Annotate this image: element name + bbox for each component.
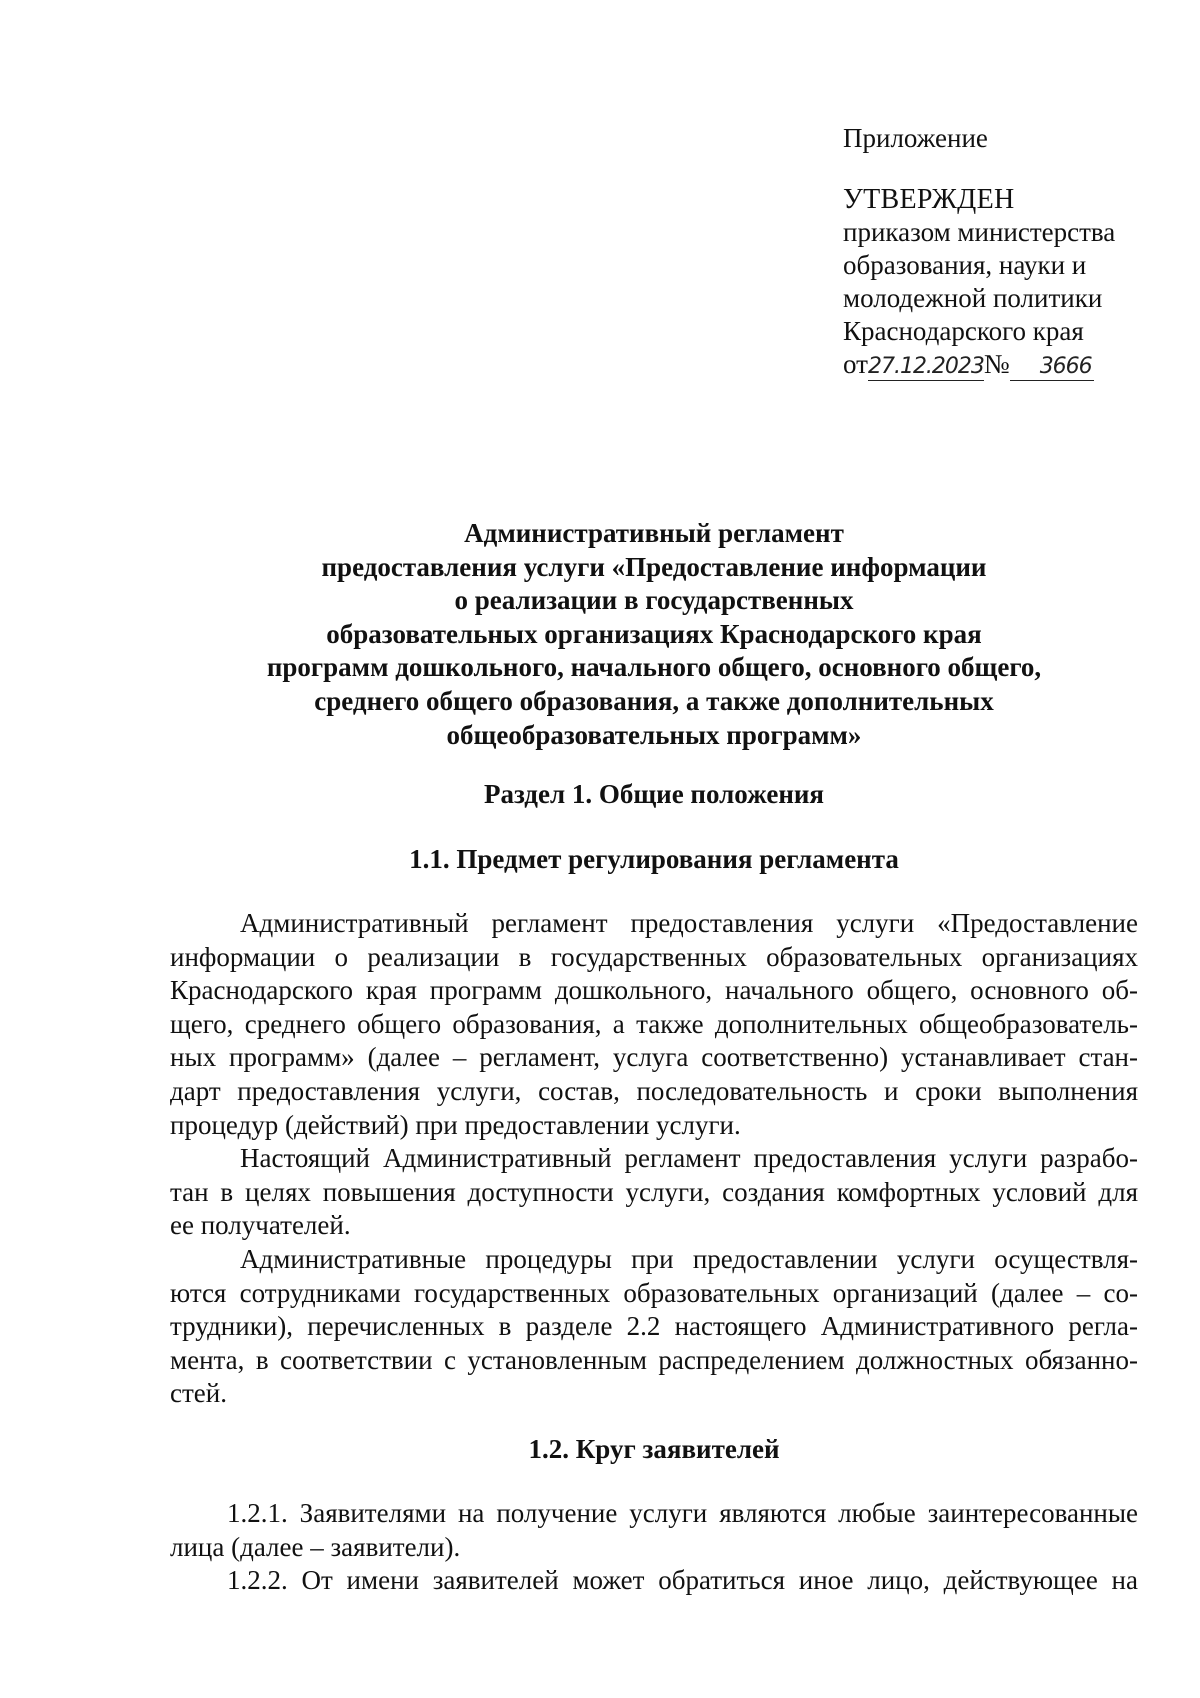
title-line: программ дошкольного, начального общего, основного общего, [266,652,1042,683]
approved-label: УТВЕРЖДЕН [843,184,1015,215]
annex-label: Приложение [843,123,988,153]
body-line: Административный регламент предоставления услуги «Предоставление [240,908,1138,938]
approval-line: молодежной политики [843,283,1103,313]
title-line: Административный регламент [464,518,844,548]
body-line: дарт предоставления услуги, состав, последовательность и сроки выполнения [170,1075,1138,1106]
body-line: лица (далее – заявители). [170,1531,461,1562]
approval-line: Краснодарского края [843,316,1084,346]
body-line: Краснодарского края программ дошкольного, начального общего, основного об- [170,975,1138,1006]
order-date-number-line [843,348,1173,381]
order-number: 3666 [1010,354,1094,381]
body-line: 1.2.1. Заявителями на получение услуги являются любые заинтересованные [227,1498,1138,1528]
document-title [170,517,1138,752]
body-line: ных программ» (далее – регламент, услуга соответственно) устанавливает стан- [170,1042,1138,1073]
title-line: образовательных организациях Краснодарского края [326,618,982,649]
subsection-1-1-heading: 1.1. Предмет регулирования регламента [409,844,899,874]
body-line: трудники), перечисленных в разделе 2.2 настоящего Административного регла- [170,1311,1138,1342]
body-line: Настоящий Административный регламент предоставления услуги разрабо- [240,1143,1138,1174]
section-1-2-body [170,1497,1138,1598]
body-line: информации о реализации в государственных образовательных организациях [170,941,1138,972]
body-line: 1.2.2. От имени заявителей может обратиться иное лицо, действующее на [227,1565,1138,1596]
approval-line: образования, науки и [843,250,1087,280]
number-label: № [983,349,1010,379]
body-line: тан в целях повышения доступности услуги, создания комфортных условий для [170,1176,1138,1207]
title-line: предоставления услуги «Предоставление информации [321,551,987,582]
body-line: стей. [170,1378,227,1409]
title-line: среднего общего образования, а также дополнительных [314,685,994,716]
body-line: Административные процедуры при предоставлении услуги осуществля- [240,1243,1138,1274]
from-label: от [843,349,868,379]
body-line: ются сотрудниками государственных образовательных организаций (далее – со- [170,1277,1138,1308]
section-1-heading: Раздел 1. Общие положения [483,779,825,809]
title-line: общеобразовательных программ» [446,719,862,750]
subsection-1-2-heading: 1.2. Круг заявителей [528,1434,780,1464]
body-line: мента, в соответствии с установленным распределением должностных обязанно- [170,1344,1138,1375]
body-line: ее получателей. [170,1210,351,1241]
body-line: процедур (действий) при предоставлении услуги. [170,1109,741,1140]
title-line: о реализации в государственных [454,585,854,616]
section-1-1-body [170,907,1138,1411]
approval-line: приказом министерства [843,217,1116,247]
approval-block [843,122,1173,381]
order-date: 27.12.2023 [867,354,984,379]
body-line: щего, среднего общего образования, а также дополнительных общеобразователь- [170,1008,1138,1039]
